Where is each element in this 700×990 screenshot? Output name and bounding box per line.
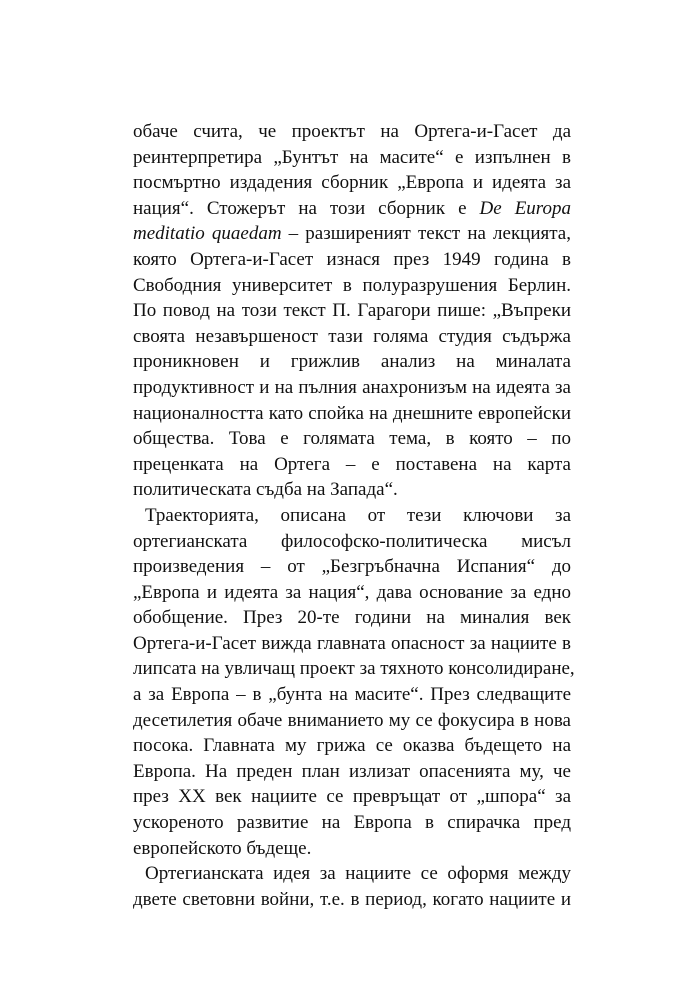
text-line: meditatio quaedam – разширеният текст на лекцията, xyxy=(133,223,571,245)
text-line: своята незавършеност тази голяма студия съдържа xyxy=(133,325,571,347)
paragraph xyxy=(133,119,571,503)
text-line: Ортегианската идея за нациите се оформя между xyxy=(145,863,571,885)
text-line: ортегианската философско-политическа мисъл xyxy=(133,530,571,552)
text-line: Ортега-и-Гасет вижда главната опасност за нациите в xyxy=(133,632,571,654)
text-line: липсата на увличащ проект за тяхното консолидиране, xyxy=(133,658,575,680)
text-line: ускореното развитие на Европа в спирачка пред xyxy=(133,812,571,834)
text-line: Свободния университет в полуразрушения Берлин. xyxy=(133,274,571,296)
text-line: „Европа и идеята за нация“, дава основание за едно xyxy=(133,581,571,603)
text-line: а за Европа – в „бунта на масите“. През следващите xyxy=(133,684,571,706)
text-line: преценката на Ортега – е поставена на карта xyxy=(133,453,571,475)
text-line: която Ортега-и-Гасет изнася през 1949 година в xyxy=(133,248,571,270)
text-line: обобщение. През 20-те години на миналия век xyxy=(133,607,571,629)
text-line: нация“. Стожерът на този сборник е De Europa xyxy=(133,197,571,219)
text-line: европейското бъдеще. xyxy=(133,837,312,859)
paragraph xyxy=(133,861,571,912)
text-line: По повод на този текст П. Гарагори пише: „Въпреки xyxy=(133,300,571,322)
italic-title: De Europa xyxy=(479,197,571,219)
italic-title: meditatio quaedam xyxy=(133,223,282,245)
paragraph xyxy=(133,503,575,861)
text-line: общества. Това е голямата тема, в която – по xyxy=(133,428,571,450)
body-text xyxy=(133,119,575,912)
text-line: посмъртно издадения сборник „Европа и идеята за xyxy=(133,172,571,194)
text-line: продуктивност и на пълния анахронизъм на идеята за xyxy=(133,376,571,398)
text-line: проникновен и грижлив анализ на миналата xyxy=(133,351,571,373)
text-line: националността като спойка на днешните европейски xyxy=(133,402,571,424)
text-line: посока. Главната му грижа се оказва бъдещето на xyxy=(133,735,571,757)
text-line: обаче счита, че проектът на Ортега-и-Гасет да xyxy=(133,121,571,142)
text-line: политическата съдба на Запада“. xyxy=(133,479,398,501)
text-line: през XX век нациите се превръщат от „шпора“ за xyxy=(133,786,571,808)
text-line: реинтерпретира „Бунтът на масите“ е изпълнен в xyxy=(133,146,571,168)
text-line: двете световни войни, т.е. в период, когато нациите и xyxy=(133,888,571,910)
text-line: произведения – от „Безгръбначна Испания“ до xyxy=(133,556,571,578)
text-line: Траекторията, описана от тези ключови за xyxy=(145,504,571,526)
text-line: десетилетия обаче вниманието му се фокусира в нова xyxy=(133,709,571,731)
text-line: Европа. На преден план излизат опасенията му, че xyxy=(133,760,571,782)
